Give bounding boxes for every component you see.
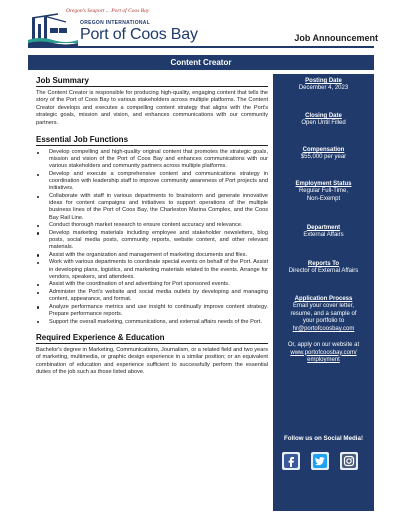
- list-item: Collaborate with staff in various departments to brainstorm and generate innovative ideas for content campaigns and initiatives to support operations of the multiple business lines of the Port of Coos Bay, the Charleston Marina Complex, and the Coos Bay Rail Line.: [36, 193, 268, 222]
- job-details-sidebar: [273, 74, 374, 511]
- facebook-icon[interactable]: [282, 452, 300, 470]
- employment-status-block: [273, 180, 374, 203]
- list-item: Support the overall marketing, communications, and external affairs needs of the Port.: [36, 319, 268, 326]
- hr-email-link[interactable]: hr@portofcoosbay.com: [292, 325, 355, 332]
- page-header: [0, 0, 400, 52]
- employment-status-label: Employment Status: [295, 181, 352, 187]
- port-logo: [28, 8, 198, 48]
- bullet-icon: [37, 306, 39, 308]
- essential-functions-heading: Essential Job Functions: [36, 135, 268, 146]
- social-media-heading: Follow us on Social Media!: [283, 435, 364, 442]
- closing-date-block: [273, 112, 374, 128]
- essential-functions-list: [36, 149, 268, 326]
- instagram-icon[interactable]: [340, 452, 358, 470]
- application-process-line: your portfolio to: [302, 318, 345, 325]
- posting-date-block: [273, 77, 374, 93]
- logo-name: Port of Coos Bay: [80, 26, 198, 43]
- posting-date-label: Posting Date: [305, 78, 342, 84]
- logo-subtitle: OREGON INTERNATIONAL: [80, 20, 151, 26]
- list-item: Assist with the coordination of and advertising for Port sponsored events.: [36, 281, 268, 288]
- application-process-line: resume, and a sample of: [290, 310, 357, 317]
- apply-online-block: [273, 342, 374, 365]
- list-item: Assist with the organization and management of marketing documents and files.: [36, 252, 268, 259]
- employment-status-value: Regular Full-Time,: [298, 188, 349, 194]
- application-process-label: Application Process: [294, 296, 353, 302]
- bullet-icon: [37, 254, 39, 256]
- employment-status-value-2: Non-Exempt: [306, 195, 341, 202]
- header-divider: [28, 46, 374, 48]
- bullet-icon: [37, 284, 39, 286]
- crane-logo-icon: [28, 10, 78, 46]
- bullet-icon: [37, 321, 39, 323]
- bullet-icon: [37, 174, 39, 176]
- employment-website-link[interactable]: www.portofcoosbay.com/: [290, 349, 357, 356]
- bullet-icon: [37, 292, 39, 294]
- main-content: [36, 76, 268, 376]
- compensation-block: [273, 146, 374, 162]
- department-value: External Affairs: [303, 232, 344, 238]
- bullet-icon: [37, 152, 39, 154]
- list-item: Work with various departments to coordinate special events on behalf of the Port. Assist in developing plans, logistics, and marketing materials related to the events. Arrange for vendors, speakers, and attendees.: [36, 259, 268, 281]
- reports-to-label: Reports To: [307, 261, 340, 267]
- compensation-label: Compensation: [302, 147, 345, 153]
- bullet-icon: [37, 225, 39, 227]
- list-item: Develop and execute a comprehensive content and communications strategy in coordination with leadership staff to improve community awareness of Port projects and initiatives.: [36, 171, 268, 193]
- required-heading: Required Experience & Education: [36, 333, 268, 344]
- closing-date-value: Open Until Filled: [301, 120, 346, 126]
- apply-online-text: Or, apply on our website at: [287, 342, 360, 348]
- list-item: Analyze performance metrics and use insight to continually improve content strategy. Prepare performance reports.: [36, 304, 268, 318]
- bullet-icon: [37, 232, 39, 234]
- compensation-value: $55,000 per year: [300, 154, 347, 160]
- application-process-line: Email your cover letter,: [292, 303, 355, 309]
- required-text: Bachelor's degree in Marketing, Communications, Journalism, or a related field and two years of marketing, multimedia, or graphic design experience in a similar position; or an equivalent combination of education and experience sufficient to successfully perform the essential duties of the job such as those listed above.: [36, 346, 268, 376]
- closing-date-label: Closing Date: [305, 113, 342, 119]
- announcement-label: Job Announcement: [294, 33, 378, 43]
- list-item: Develop marketing materials including employee and stakeholder newsletters, blog posts, social media posts, community reports, website content, and other relevant materials.: [36, 230, 268, 252]
- twitter-icon[interactable]: [311, 452, 329, 470]
- list-item: Conduct thorough market research to ensure content accuracy and relevance.: [36, 222, 268, 229]
- department-label: Department: [306, 225, 341, 231]
- posting-date-value: December 4, 2023: [298, 85, 349, 91]
- job-summary-text: The Content Creator is responsible for producing high-quality, engaging content that tells the story of the Port of Coos Bay to various stakeholders across multiple platforms. The Content Creator develops and executes a compelling content strategy that aligns with the Port's strategic goals, mission and vision, and enhances communications with our community partners.: [36, 90, 268, 126]
- job-title-bar: [28, 55, 374, 70]
- bullet-icon: [37, 262, 39, 264]
- employment-website-link-2[interactable]: employment: [307, 357, 340, 364]
- job-title: Content Creator: [170, 58, 232, 67]
- application-process-block: [273, 295, 374, 333]
- reports-to-value: Director of External Affairs: [288, 268, 359, 274]
- bullet-icon: [37, 196, 39, 198]
- department-block: [273, 224, 374, 240]
- job-summary-heading: Job Summary: [36, 76, 268, 87]
- logo-tagline: Oregon's Seaport ... Port of Coos Bay: [66, 8, 150, 14]
- reports-to-block: [273, 260, 374, 276]
- list-item: Develop compelling and high-quality original content that promotes the strategic goals, mission and vision of the Port of Coos Bay and enhances communications with our various stakeholders and community partners across multiple platforms.: [36, 149, 268, 171]
- list-item: Administer the Port's website and social media outlets by developing and managing content, appearance, and format.: [36, 289, 268, 303]
